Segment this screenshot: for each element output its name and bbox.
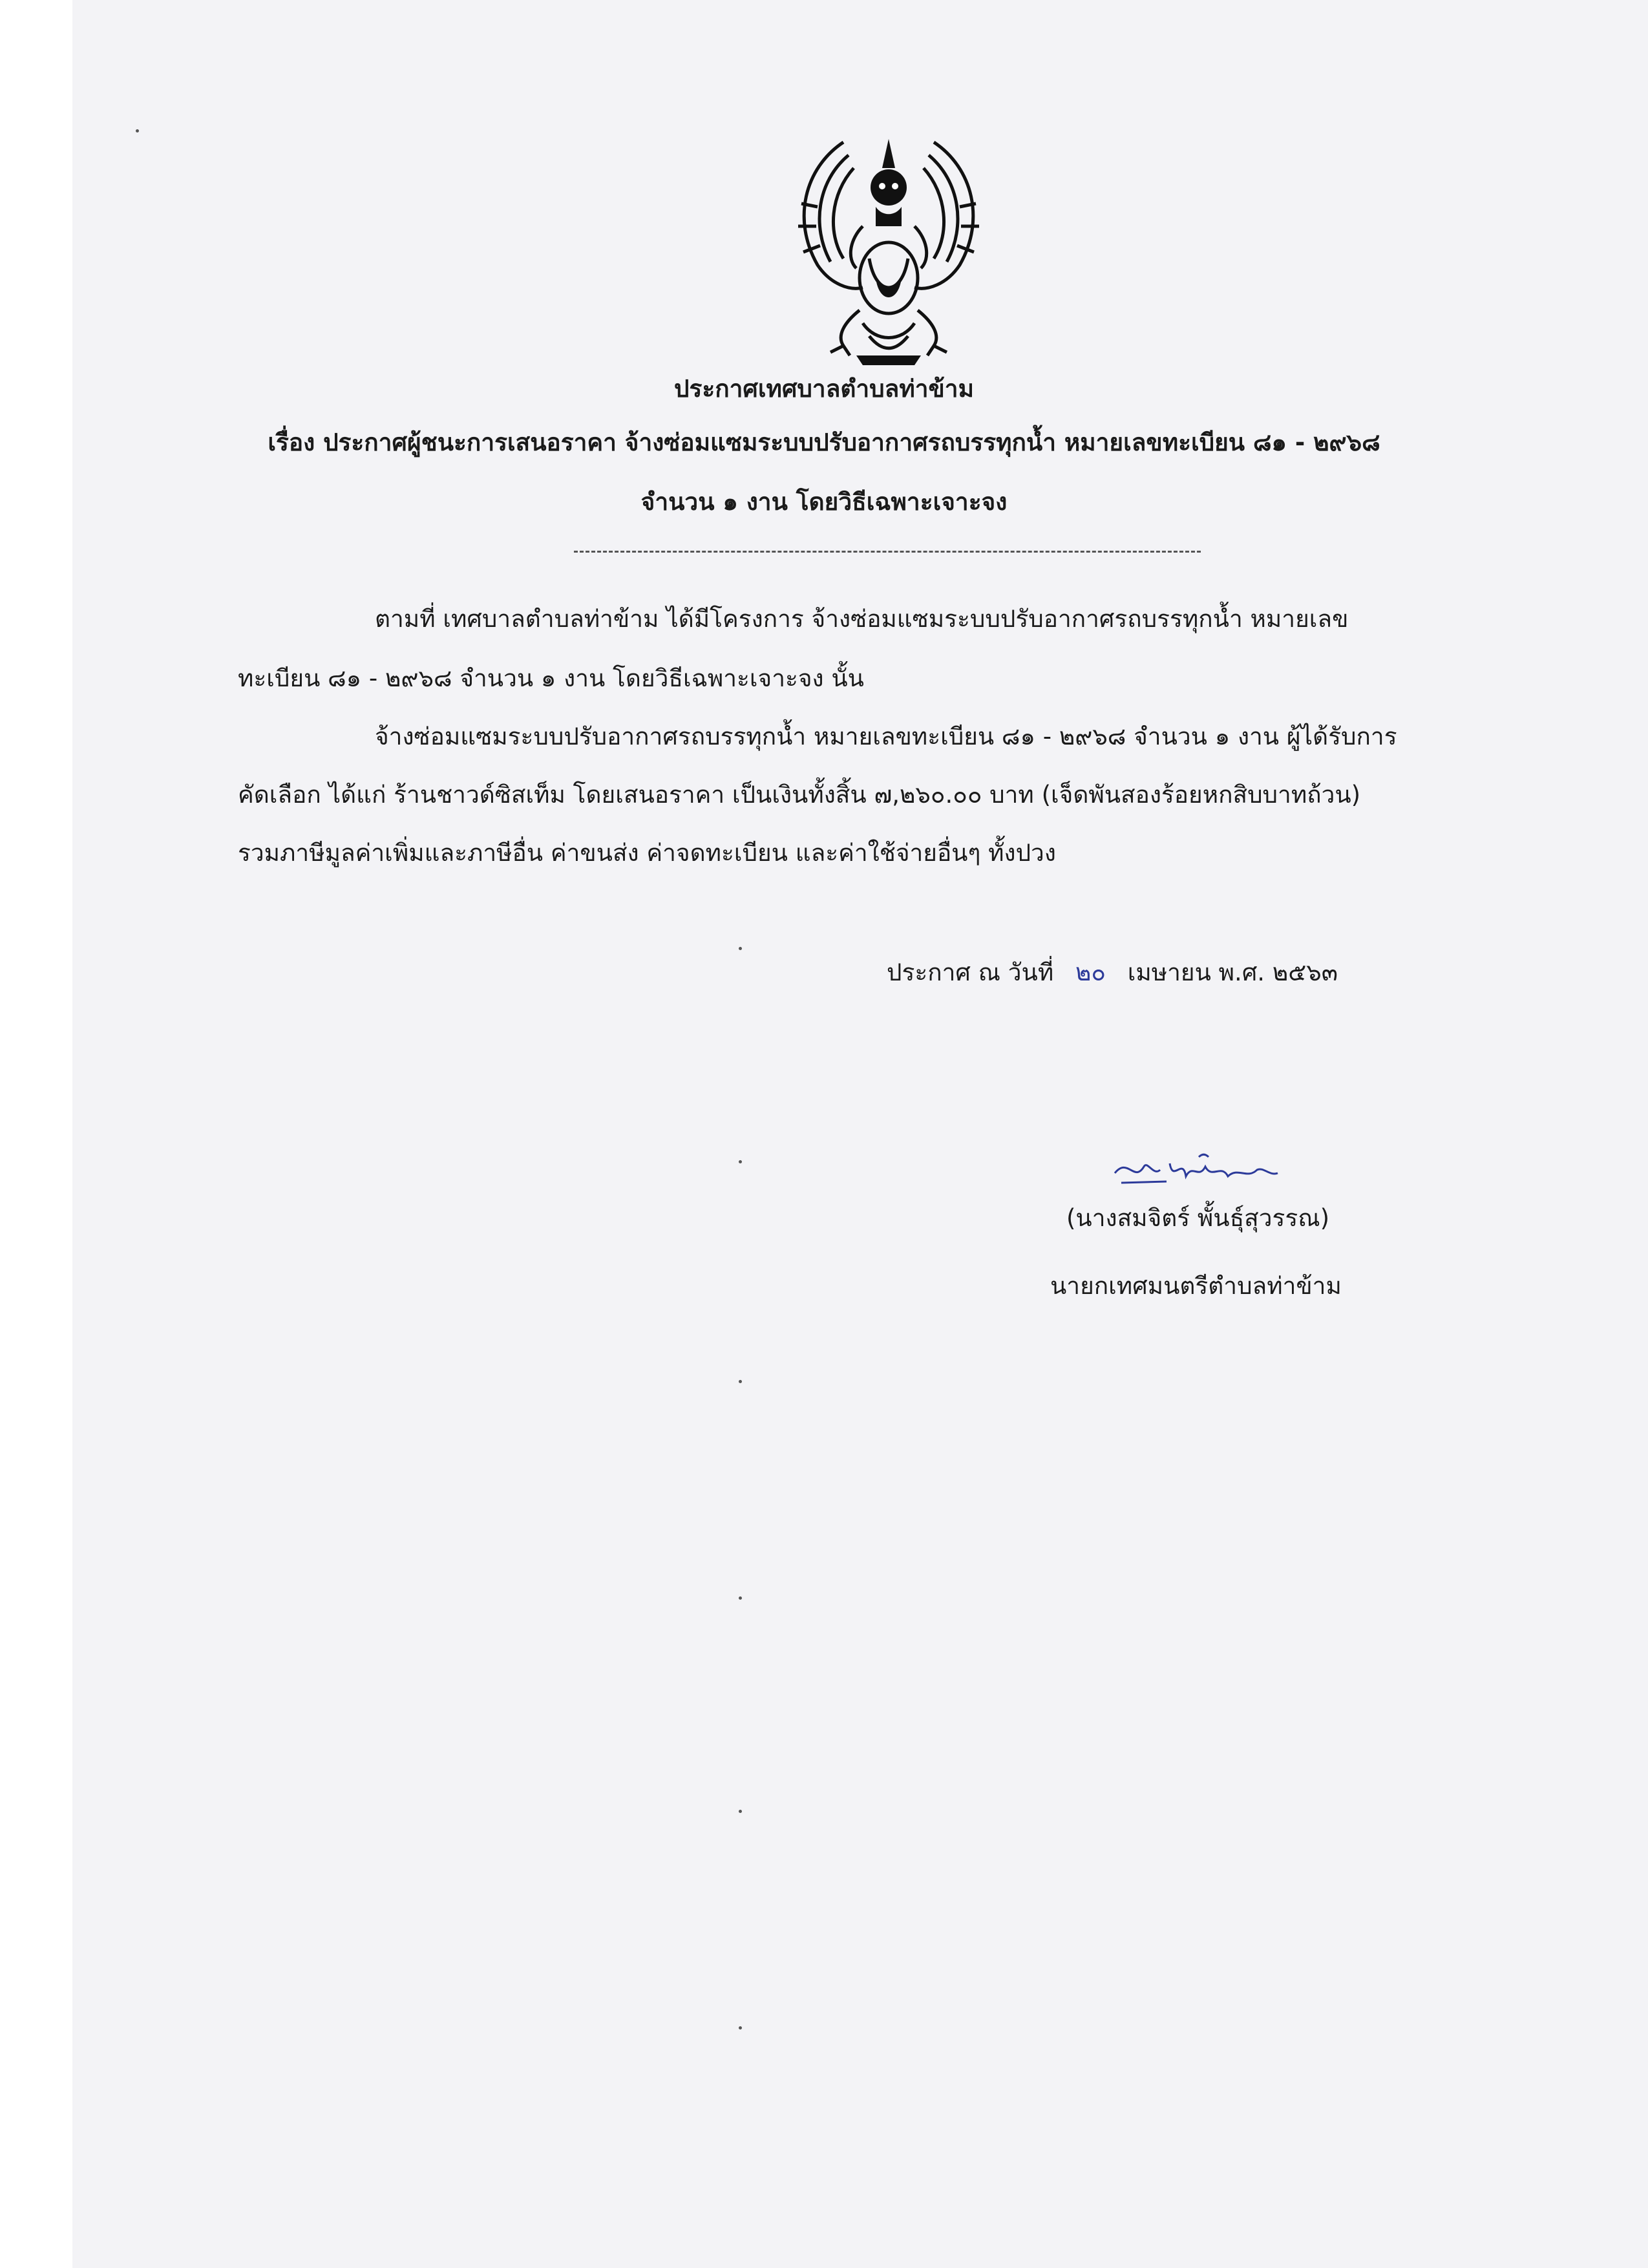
scan-speck — [739, 1160, 742, 1163]
date-day: ๒๐ — [1075, 959, 1106, 986]
paragraph-1-line-1: ตามที่ เทศบาลตำบลท่าข้าม ได้มีโครงการ จ้างซ่อมแซมระบบปรับอากาศรถบรรทุกน้ำ หมายเลข — [375, 605, 1349, 633]
separator-line — [574, 551, 1201, 553]
scan-speck — [739, 1596, 742, 1600]
announcement-title: ประกาศเทศบาลตำบลท่าข้าม — [674, 375, 974, 403]
date-prefix: ประกาศ ณ วันที่ — [887, 959, 1054, 986]
date-suffix: เมษายน พ.ศ. ๒๕๖๓ — [1127, 959, 1338, 986]
garuda-emblem-icon — [779, 129, 998, 368]
scan-speck — [739, 1810, 742, 1813]
paragraph-2-line-3: รวมภาษีมูลค่าเพิ่มและภาษีอื่น ค่าขนส่ง ค่าจดทะเบียน และค่าใช้จ่ายอื่นๆ ทั้งปวง — [238, 839, 1056, 867]
page-margin — [0, 0, 72, 2268]
scan-speck — [739, 1380, 742, 1383]
scan-speck — [136, 129, 139, 132]
announcement-date — [887, 953, 1338, 991]
paragraph-2-line-2: คัดเลือก ได้แก่ ร้านชาวด์ซิสเท็ม โดยเสนอราคา เป็นเงินทั้งสิ้น ๗,๒๖๐.๐๐ บาท (เจ็ดพันสองร้อยหกสิบบาทถ้วน) — [238, 781, 1361, 809]
paragraph-2-line-1: จ้างซ่อมแซมระบบปรับอากาศรถบรรทุกน้ำ หมายเลขทะเบียน ๘๑ - ๒๙๖๘ จำนวน ๑ งาน ผู้ได้รับการ — [375, 723, 1397, 750]
signer-position: นายกเทศมนตรีตำบลท่าข้าม — [1050, 1272, 1342, 1300]
signer-name: (นางสมจิตร์ พั้นธุ์สุวรรณ) — [1066, 1204, 1330, 1232]
announcement-subject-continued: จำนวน ๑ งาน โดยวิธีเฉพาะเจาะจง — [640, 488, 1008, 516]
signature-image — [1108, 1144, 1283, 1196]
scan-speck — [739, 947, 742, 950]
announcement-subject: เรื่อง ประกาศผู้ชนะการเสนอราคา จ้างซ่อมแซมระบบปรับอากาศรถบรรทุกน้ำ หมายเลขทะเบียน ๘๑ - ๒๙๖๘ — [268, 429, 1380, 456]
paragraph-1-line-2: ทะเบียน ๘๑ - ๒๙๖๘ จำนวน ๑ งาน โดยวิธีเฉพาะเจาะจง นั้น — [238, 664, 864, 692]
scan-speck — [739, 2026, 742, 2030]
